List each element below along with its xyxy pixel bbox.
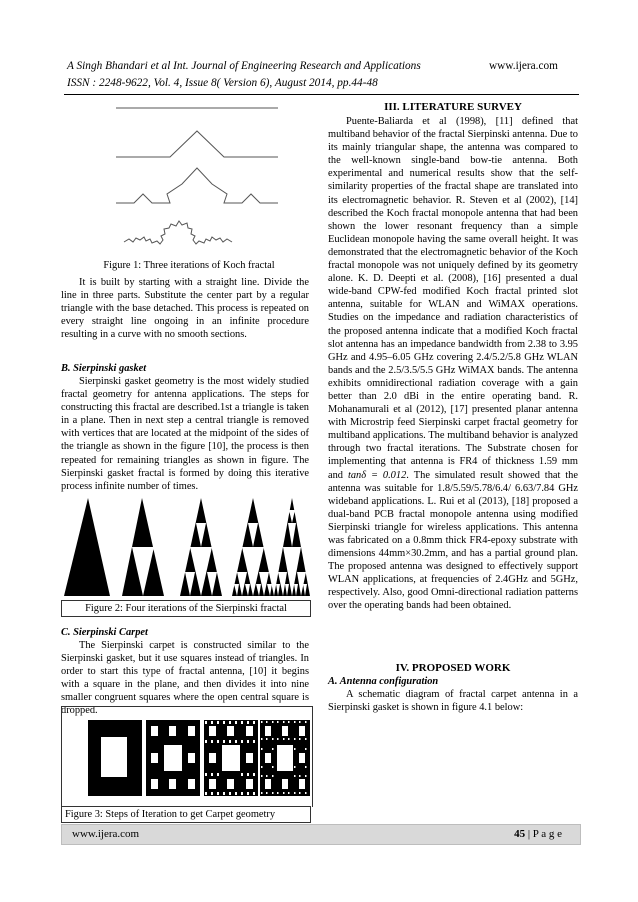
section-a-heading: A. Antenna configuration [328, 676, 439, 687]
koch-fractal-figure [110, 100, 290, 256]
literature-part-1: Puente-Baliarda et al (1998), [11] defined that multiband behavior of the fractal Sierpinski antenna. Due to its mainly triangular shape, the antenna was compared to the well-known single-band bow-tie antenna. Both experimental and numerical results show that the self-similarity properties of the fractal shape are translated into its electromagnetic behavior. R. Steven et al (2002), [14] described the Koch fractal monopole antenna that had been shown the lower resonant frequency than a simple Euclidean monopole having the same overall height. It was demonstrated that the electromagnetic behavior of the Koch fractal monopole was not uniquely defined by its geometry alone. K. D. Deepti et al. (2008), [16] presented a dual wide-band CPW-fed modified Koch fractal printed slot antenna, suitable for WLAN and WiMAX operations. Studies on the impedance and radiation characteristics of the proposed antenna indicate that a modified Koch fractal slot antenna has an impedance bandwidth from 2.38 to 3.95 GHz and 4.95–6.05 GHz covering 2.4/5.2/5.8 GHz WLAN bands and the 2.5/3.5/5.5 GHz WiMAX bands. The antenna exhibits omnidirectional radiation coverage with a gain better than 2.0 dBi in the entire operating band. R. Mohanamurali et al (2012), [17] presented planar antenna with Microstrip feed Sierpinski carpet fractal geometry for multiband applications. The multiband behavior is analyzed through two fractal iterations. The Substrate chosen for implementing that antenna is FR4 of thickness 1.59 mm and [328, 116, 578, 481]
sierpinski-paragraph: Sierpinski gasket geometry is the most widely studied fractal geometry for antenna applications. The steps for constructing this fractal are described.1st a triangle is taken in a plane. Then in next step a central triangle is removed with vertices that are located at the midpoint of the sides of the triangle as shown in the figure [10], the process is then repeated for remaining triangles as shown in figure. The Sierpinski gasket fractal is formed by doing this iterative process infinite number of times. [61, 376, 309, 492]
tan-delta-formula: tanδ = 0.012 [347, 469, 407, 481]
literature-survey-text [328, 115, 578, 613]
antenna-paragraph: A schematic diagram of fractal carpet antenna in a Sierpinski gasket is shown in figure 4.1 below: [328, 689, 578, 714]
koch-iteration-1 [116, 131, 278, 157]
gasket-iteration-4 [274, 498, 310, 596]
koch-paragraph: It is built by starting with a straight line. Divide the line in three parts. Substitute the center part by a regular triangle with the base detached. This process is repeated on every straight line ongoing in an infinite procedure resulting in a curve with no smooth sections. [61, 277, 309, 341]
carpet-figure-frame [61, 706, 313, 807]
gasket-iteration-0 [64, 498, 110, 596]
carpet-iteration-1 [146, 720, 200, 796]
literature-paragraph [328, 115, 578, 613]
section-c-heading: C. Sierpinski Carpet [61, 627, 148, 638]
journal-website[interactable]: www.ijera.com [489, 60, 558, 72]
page-word: | P a g e [525, 828, 562, 840]
figure-2-caption: Figure 2: Four iterations of the Sierpinski fractal [61, 600, 311, 617]
journal-citation [67, 58, 487, 92]
carpet-iteration-3 [260, 720, 310, 796]
literature-part-2: . The simulated result showed that the antenna was suitable for 1.8/5.59/5.78/6.4/ 6.63/7.84 GHz wideband applications. L. Rui et al (2013), [18] proposed a dual-band PCB fractal monopole antenna using modified Sierpinski triangle for wireless applications. This antenna was fabricated on a 0.8mm thick FR4-epoxy substrate with dimensions 44mm×30.2mm, and has a partial ground plan. The proposed antenna was designed to effectively support WLAN applications, at frequencies of 2.4GHz and 5GHz, respectively. Also, good Omni-directional radiation patterns over the operating bands had been obtained. [328, 469, 578, 612]
page-footer [61, 824, 581, 845]
section-b-heading: B. Sierpinski gasket [61, 363, 147, 374]
section-4-heading: IV. PROPOSED WORK [395, 662, 511, 674]
antenna-configuration-text [328, 688, 578, 714]
carpet-iteration-0 [88, 720, 142, 796]
carpet-iteration-2 [204, 720, 258, 796]
gasket-iteration-3 [232, 498, 274, 596]
koch-description [61, 276, 309, 341]
footer-page-label [514, 827, 562, 841]
citation-line-1: A Singh Bhandari et al Int. Journal of Engineering Research and Applications [67, 60, 421, 72]
footer-website[interactable]: www.ijera.com [72, 828, 140, 840]
koch-iteration-2 [116, 168, 278, 203]
figure-1-caption: Figure 1: Three iterations of Koch fractal [103, 260, 275, 271]
citation-line-2: ISSN : 2248-9622, Vol. 4, Issue 8( Version 6), August 2014, pp.44-48 [67, 77, 378, 89]
sierpinski-gasket-figure [62, 496, 310, 600]
carpet-paragraph: The Sierpinski carpet is constructed similar to the Sierpinski gasket, but it use squares instead of triangles. In order to start this type of fractal antenna, [10] it begins with a square in the plane, and then divides it into nine smaller congruent squares where the open central square is dropped. [61, 640, 309, 717]
gasket-iteration-2 [180, 498, 222, 596]
figure-3-caption: Figure 3: Steps of Iteration to get Carpet geometry [61, 806, 311, 823]
sierpinski-description [61, 375, 309, 493]
sierpinski-carpet-figure [62, 707, 312, 807]
koch-iteration-3 [124, 221, 232, 244]
gasket-iteration-1 [122, 498, 164, 596]
page-number: 45 [514, 828, 526, 840]
section-3-heading: III. LITERATURE SURVEY [384, 101, 522, 113]
header-rule [64, 94, 579, 95]
